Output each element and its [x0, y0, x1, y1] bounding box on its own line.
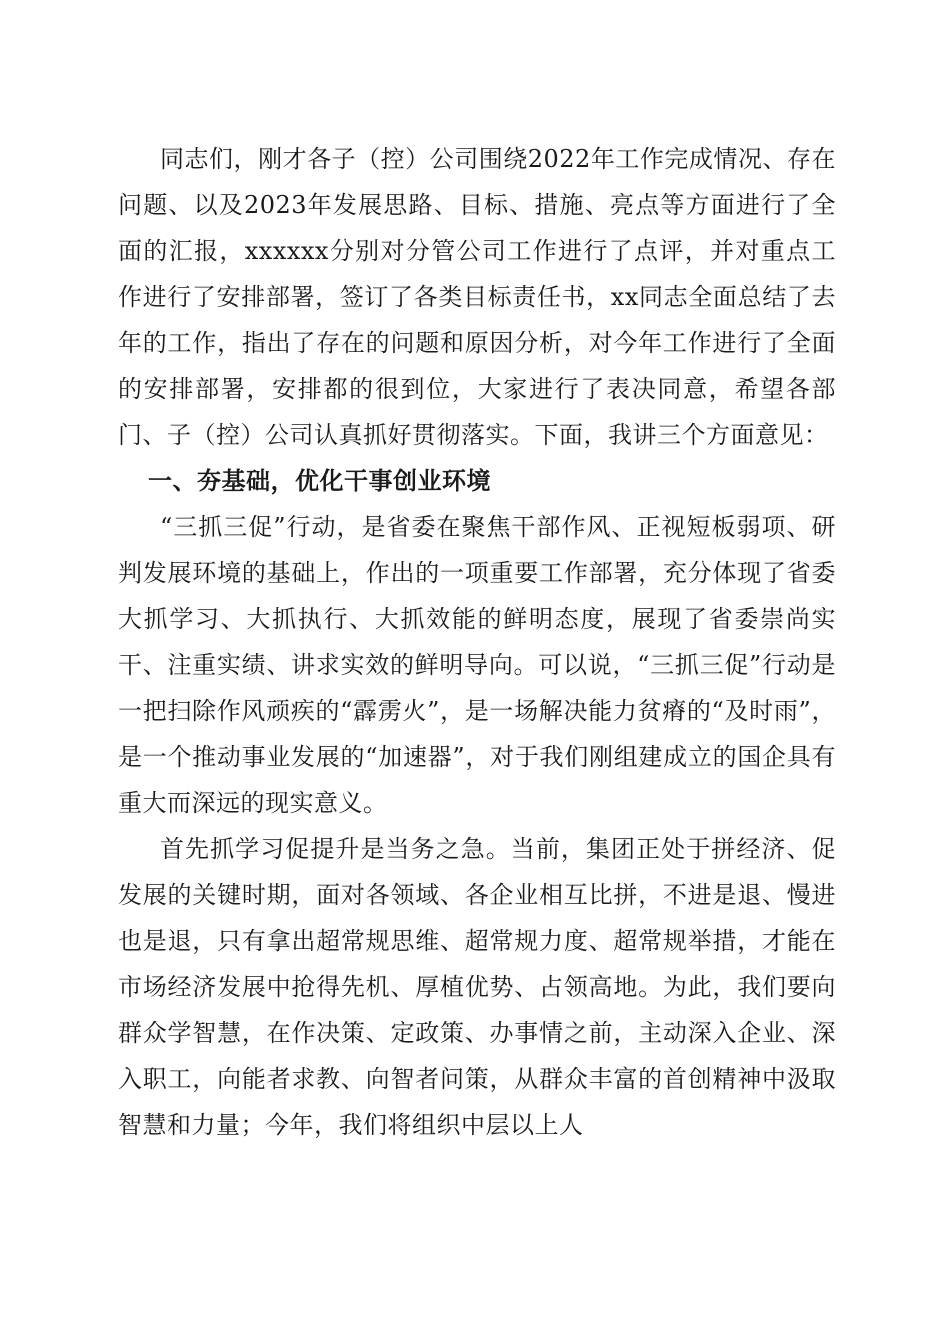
opening-paragraph: 同志们，刚才各子（控）公司围绕2022年工作完成情况、存在问题、以及2023年发展思路、目标、措施、亮点等方面进行了全面的汇报，xxxxxx分别对分管公司工作进行了点评，并对重点工作进行了安排部署，签订了各类目标责任书，xx同志全面总结了去年的工作，指出了存在的问题和原因分析，对今年工作进行了全面的安排部署，安排都的很到位，大家进行了表决同意，希望各部门、子（控）公司认真抓好贯彻落实。下面，我讲三个方面意见：: [118, 145, 836, 449]
section-heading: 一、夯基础，优化干事创业环境: [148, 467, 491, 495]
section-paragraph-1: “三抓三促”行动，是省委在聚焦干部作风、正视短板弱项、研判发展环境的基础上，作出的一项重要工作部署，充分体现了省委大抓学习、大抓执行、大抓效能的鲜明态度，展现了省委崇尚实干、注重实绩、讲求实效的鲜明导向。可以说，“三抓三促”行动是一把扫除作风顽疾的“霹雳火”，是一场解决能力贫瘠的“及时雨”，是一个推动事业发展的“加速器”，对于我们刚组建成立的国企具有重大而深远的现实意义。: [118, 513, 836, 817]
section-paragraph-2: 首先抓学习促提升是当务之急。当前，集团正处于拼经济、促发展的关键时期，面对各领域、各企业相互比拼，不进是退、慢进也是退，只有拿出超常规思维、超常规力度、超常规举措，才能在市场经济发展中抢得先机、厚植优势、占领高地。为此，我们要向群众学智慧，在作决策、定政策、办事情之前，主动深入企业、深入职工，向能者求教、向智者问策，从群众丰富的首创精神中汲取智慧和力量；今年，我们将组织中层以上人: [118, 835, 836, 1139]
document-page: [118, 136, 836, 1148]
